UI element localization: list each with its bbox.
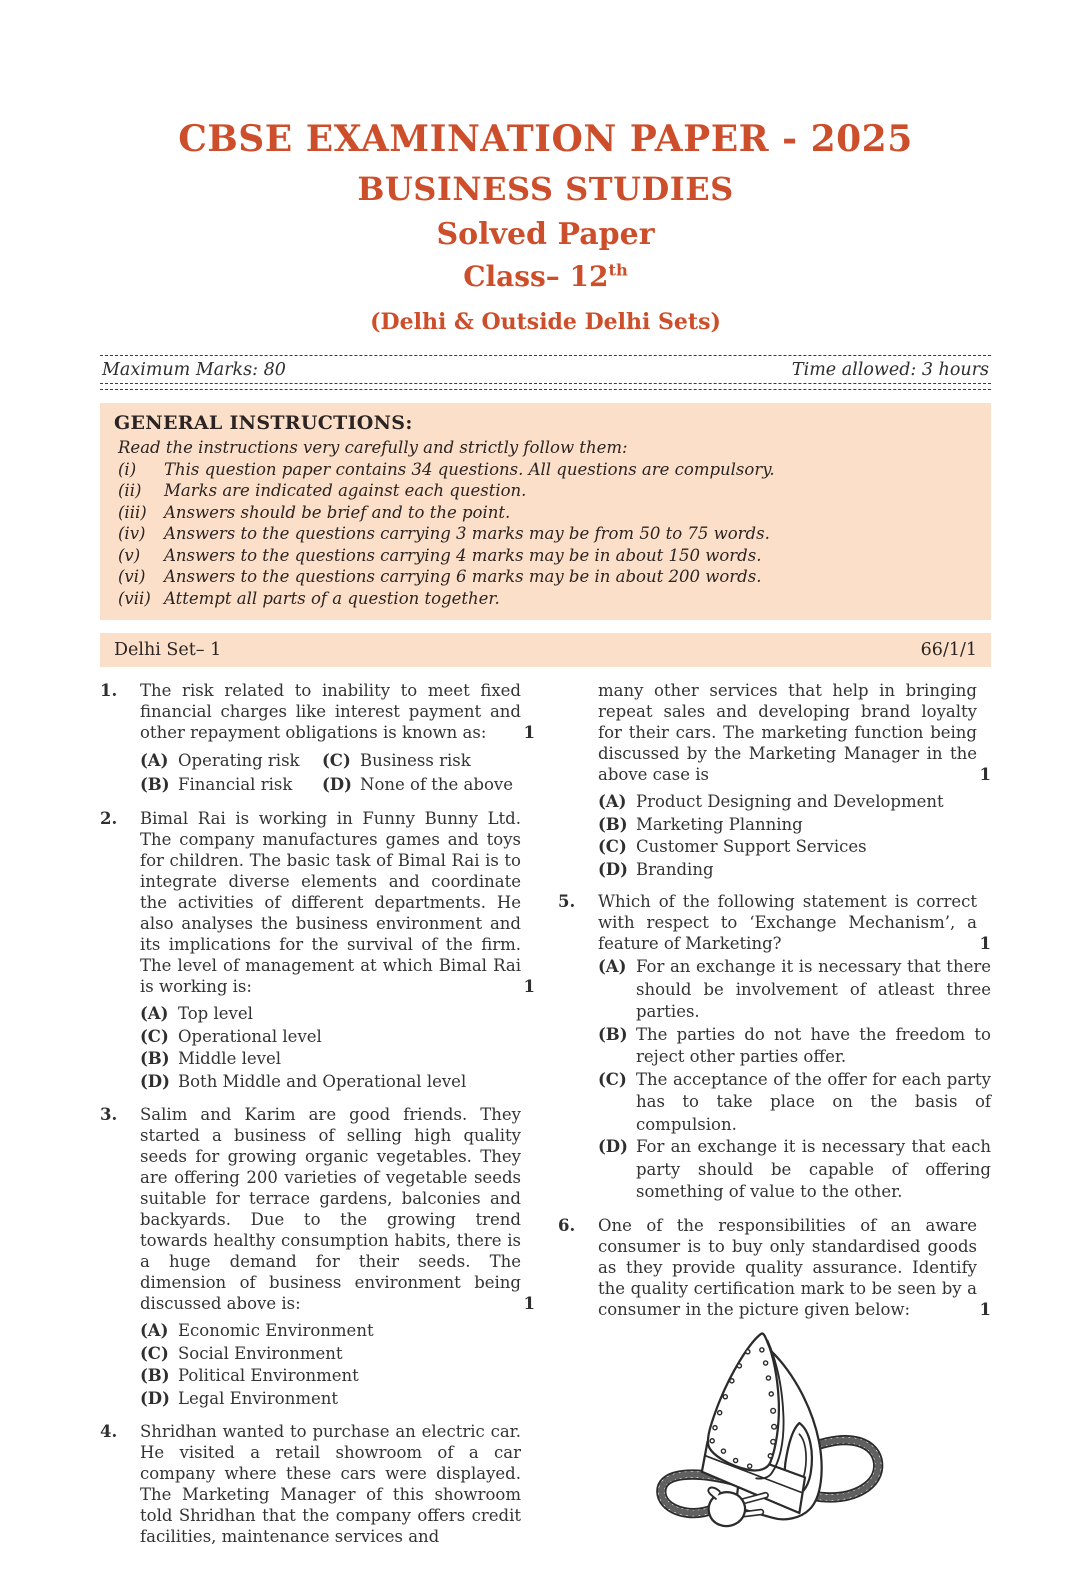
option: (B) Political Environment: [140, 1366, 359, 1385]
instruction-item: [114, 545, 977, 567]
option: (D) Branding: [598, 859, 714, 879]
option: (C) Customer Support Services: [598, 837, 867, 856]
question-number: 1.: [100, 681, 118, 700]
instruction-item: [114, 588, 977, 610]
option: (C) Social Environment: [140, 1343, 343, 1363]
options-list: [140, 1003, 535, 1093]
option: (A) Top level: [140, 1004, 253, 1023]
class-text: Class– 12: [463, 260, 609, 293]
question-text: The risk related to inability to meet fixed financial charges like interest payment and other repayment obligations is known as: 1: [140, 681, 535, 742]
left-column: [100, 680, 535, 1579]
options-grid: [140, 749, 535, 797]
option: (B) Financial risk: [140, 775, 293, 794]
double-dashed-rule: [100, 383, 991, 390]
class-superscript: th: [608, 260, 628, 280]
set-code-bar: [100, 633, 991, 667]
option: (B) The parties do not have the freedom to reject other parties offer.: [598, 1024, 991, 1066]
question-6-figure: [625, 1331, 925, 1579]
marks-badge: 1: [979, 765, 991, 784]
marks-badge: 1: [523, 977, 535, 996]
option: (D) For an exchange it is necessary that each party should be capable of offering something of value to the other.: [598, 1137, 991, 1201]
instruction-text: Marks are indicated against each question.: [164, 481, 527, 500]
option: (B) Marketing Planning: [598, 814, 803, 834]
meta-section: [100, 355, 991, 390]
general-instructions-panel: [100, 403, 991, 620]
subject-title: BUSINESS STUDIES: [357, 170, 734, 208]
options-list: [140, 1320, 535, 1410]
question-columns: [100, 680, 991, 1579]
marks-badge: 1: [979, 1299, 991, 1319]
question-text-part1: Shridhan wanted to purchase an electric car. He visited a retail showroom of a car company where these cars were displayed. The Marketing Manager of this showroom told Shridhan that the company offers credit facilities, maintenance services and: [140, 1422, 521, 1546]
option: (C) Operational level: [140, 1026, 322, 1046]
question-text: Salim and Karim are good friends. They started a business of selling high quality seeds for growing organic vegetables. They are offering 200 varieties of vegetable seeds suitable for terrace gardens, balconies and backyards. Due to the growing trend towards healthy consumption habits, there is a huge demand for their seeds. The dimension of business environment being discussed above is: 1: [140, 1105, 535, 1313]
instruction-label: (i): [118, 459, 137, 479]
option: (D) Both Middle and Operational level: [140, 1071, 467, 1091]
question-6: [558, 1215, 991, 1320]
solved-paper-title: Solved Paper: [436, 217, 655, 252]
question-number: 3.: [100, 1105, 118, 1124]
option: (B) Middle level: [140, 1049, 281, 1068]
question-2: [100, 808, 535, 1093]
instruction-text: Attempt all parts of a question together.: [164, 588, 500, 608]
marks-badge: 1: [979, 934, 991, 953]
main-title: CBSE EXAMINATION PAPER - 2025: [178, 118, 913, 160]
set-label: Delhi Set– 1: [114, 640, 222, 660]
marks-badge: 1: [523, 1294, 535, 1313]
instruction-label: (vii): [118, 588, 151, 608]
question-number: 4.: [100, 1422, 118, 1441]
instruction-text: Answers to the questions carrying 4 marks may be in about 150 words.: [164, 545, 762, 565]
class-line: [100, 260, 991, 293]
option: (A) Product Designing and Development: [598, 792, 944, 811]
options-list: [598, 956, 991, 1204]
marks-badge: 1: [523, 723, 535, 742]
question-1: [100, 680, 535, 797]
iron-soleplate: [707, 1333, 783, 1478]
instruction-item: [114, 502, 977, 524]
instruction-label: (iv): [118, 524, 146, 543]
option: (A) Operating risk: [140, 751, 300, 770]
title-block: [100, 0, 991, 335]
instruction-text: Answers to the questions carrying 3 marks may be from 50 to 75 words.: [164, 524, 770, 543]
option: (A) Economic Environment: [140, 1321, 374, 1340]
page: [100, 0, 991, 1579]
question-text: One of the responsibilities of an aware consumer is to buy only standardised goods as they provide quality assurance. Identify the quality certification mark to be seen by a consumer in the picture given below: 1: [598, 1215, 991, 1319]
instruction-item: [114, 459, 977, 481]
question-4-continued: [558, 680, 991, 881]
instruction-text: Answers should be brief and to the point.: [164, 502, 511, 522]
instructions-intro: Read the instructions very carefully and strictly follow them:: [118, 438, 628, 457]
instruction-item: [114, 566, 977, 588]
instructions-heading: GENERAL INSTRUCTIONS:: [114, 412, 413, 434]
question-5: [558, 891, 991, 1204]
question-text-part2: many other services that help in bringing repeat sales and developing brand loyalty for their cars. The marketing function being discussed by the Marketing Manager in the above case is 1: [598, 681, 991, 784]
instruction-item: [114, 523, 977, 545]
time-allowed: Time allowed: 3 hours: [791, 360, 989, 380]
instruction-text: This question paper contains 34 questions. All questions are compulsory.: [164, 459, 775, 479]
question-number: 5.: [558, 892, 576, 911]
electric-iron-illustration: [625, 1331, 925, 1575]
option: (A) For an exchange it is necessary that there should be involvement of atleast three parties.: [598, 957, 991, 1021]
option: (D) Legal Environment: [140, 1388, 339, 1408]
question-text: Bimal Rai is working in Funny Bunny Ltd. The company manufactures games and toys for children. The basic task of Bimal Rai is to integrate diverse elements and coordinate the activities of different departments. He also analyses the business environment and its implications for the survival of the firm. The level of management at which Bimal Rai is working is: 1: [140, 809, 535, 996]
instruction-text: Answers to the questions carrying 6 marks may be in about 200 words.: [164, 567, 762, 586]
paper-code: 66/1/1: [920, 640, 977, 660]
instruction-label: (v): [118, 545, 141, 565]
instruction-label: (iii): [118, 502, 147, 522]
instruction-label: (ii): [118, 481, 142, 500]
question-text: Which of the following statement is correct with respect to ‘Exchange Mechanism’, a feature of Marketing? 1: [598, 892, 991, 953]
option: (C) The acceptance of the offer for each party has to take place on the basis of compulsion.: [598, 1069, 991, 1134]
question-number: 6.: [558, 1215, 576, 1235]
options-list: [598, 791, 991, 881]
meta-row: [100, 356, 991, 383]
question-4: [100, 1421, 535, 1547]
instruction-label: (vi): [118, 567, 146, 586]
maximum-marks: Maximum Marks: 80: [102, 360, 286, 380]
question-3: [100, 1104, 535, 1410]
question-number: 2.: [100, 809, 118, 828]
sets-subtitle: (Delhi & Outside Delhi Sets): [370, 309, 721, 335]
option: (D) None of the above: [322, 775, 513, 794]
instruction-item: [114, 480, 977, 502]
option: (C) Business risk: [322, 751, 471, 770]
right-column: [558, 680, 991, 1579]
